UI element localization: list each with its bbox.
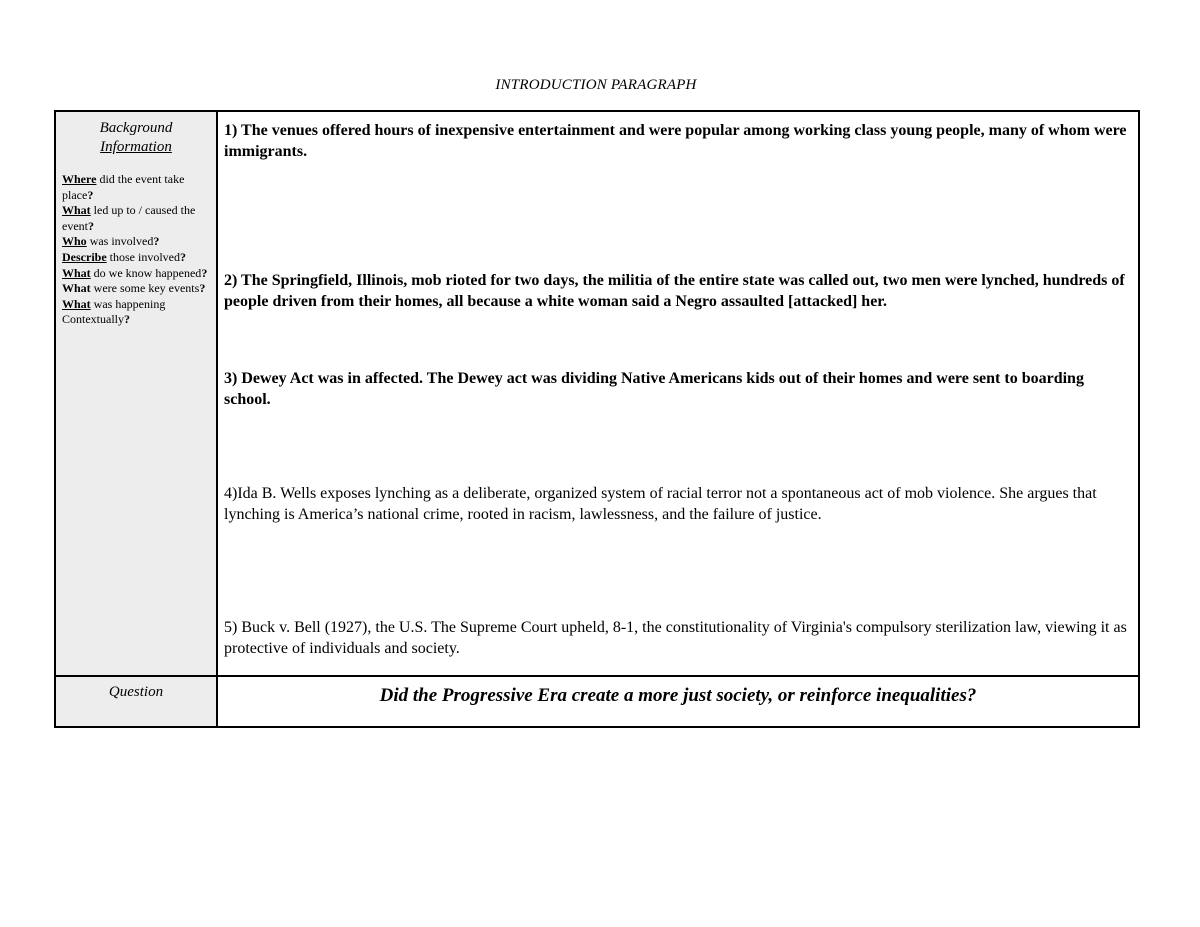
question-label-cell	[55, 676, 217, 727]
question-label: Question	[108, 684, 164, 700]
background-row	[55, 111, 1139, 676]
entry-2: 2) The Springfield, Illinois, mob rioted for two days, the militia of the entire state was called out, two men were lynched, hundreds of people driven from their homes, all because a white woman said a Negro assaulted [attacked] her.	[224, 272, 1125, 310]
intro-paragraph-table	[54, 110, 1140, 728]
question-text: Did the Progressive Era create a more just society, or reinforce inequalities?	[379, 685, 977, 706]
question-text-cell	[217, 676, 1139, 727]
entry-4: 4)Ida B. Wells exposes lynching as a deliberate, organized system of racial terror not a spontaneous act of mob violence. She argues that lynching is America’s national crime, rooted in racism, lawlessness, and the failure of justice.	[224, 485, 1097, 523]
prompt-what-happened: What do we know happened?	[62, 265, 208, 280]
background-heading-line2: Information	[100, 139, 172, 155]
guiding-prompts	[62, 172, 210, 328]
prompt-who: Who was involved?	[62, 234, 160, 249]
prompt-cause: What led up to / caused the event?	[62, 203, 196, 233]
prompt-describe: Describe those involved?	[62, 249, 186, 264]
question-row	[55, 676, 1139, 727]
page-title: INTRODUCTION PARAGRAPH	[495, 77, 697, 93]
background-heading	[56, 119, 216, 157]
entry-5: 5) Buck v. Bell (1927), the U.S. The Supreme Court upheld, 8-1, the constitutionality of Virginia's compulsory sterilization law, viewing it as protective of individuals and society.	[224, 619, 1127, 657]
entry-3: 3) Dewey Act was in affected. The Dewey act was dividing Native Americans kids out of their homes and were sent to boarding school.	[224, 370, 1084, 408]
prompt-key-events: What were some key events?	[62, 281, 206, 296]
prompt-context: What was happening Contextually?	[62, 296, 166, 327]
entry-1: 1) The venues offered hours of inexpensive entertainment and were popular among working class young people, many of whom were immigrants.	[224, 122, 1127, 160]
background-heading-line1: Background	[99, 120, 173, 136]
prompt-where: Where did the event take place?	[62, 172, 185, 202]
background-content-cell	[217, 111, 1139, 676]
background-label-cell	[55, 111, 217, 676]
